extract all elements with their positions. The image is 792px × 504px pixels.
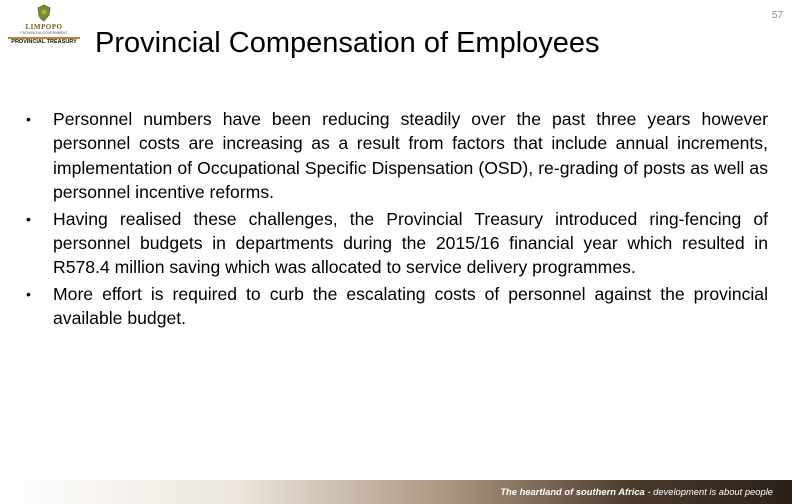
limpopo-logo	[8, 4, 80, 48]
coat-of-arms-icon	[35, 4, 53, 22]
bullet-text: Having realised these challenges, the Provincial Treasury introduced ring-fencing of personnel budgets in departments during the 2015/16 financial year which resulted in R578.4 million saving which was allocated to service delivery programmes.	[53, 208, 768, 278]
bullet-list	[26, 107, 768, 331]
footer-tagline	[500, 486, 773, 497]
footer-tagline-bold: The heartland of southern Africa	[500, 486, 645, 497]
list-item	[26, 207, 768, 280]
page-title: Provincial Compensation of Employees	[95, 27, 600, 59]
footer-tagline-rest: - development is about people	[644, 486, 773, 497]
bullet-text: Personnel numbers have been reducing steadily over the past three years however personnel costs are increasing as a result from factors that include annual increments, implementation of Occupational Specific Dispensation (OSD), re-grading of posts as well as personnel incentive reforms.	[53, 109, 768, 203]
logo-subtitle: PROVINCIAL GOVERNMENT	[20, 31, 68, 35]
logo-name: LIMPOPO	[25, 23, 63, 31]
slide-number: 57	[771, 10, 783, 21]
bullet-text: More effort is required to curb the escalating costs of personnel against the provincial available budget.	[53, 283, 768, 329]
logo-department: PROVINCIAL TREASURY	[11, 39, 77, 45]
bullet-icon: •	[26, 285, 31, 302]
list-item	[26, 282, 768, 331]
bullet-icon: •	[26, 111, 31, 127]
bullet-icon: •	[26, 210, 31, 227]
list-item	[26, 107, 768, 205]
footer-banner	[0, 480, 792, 504]
